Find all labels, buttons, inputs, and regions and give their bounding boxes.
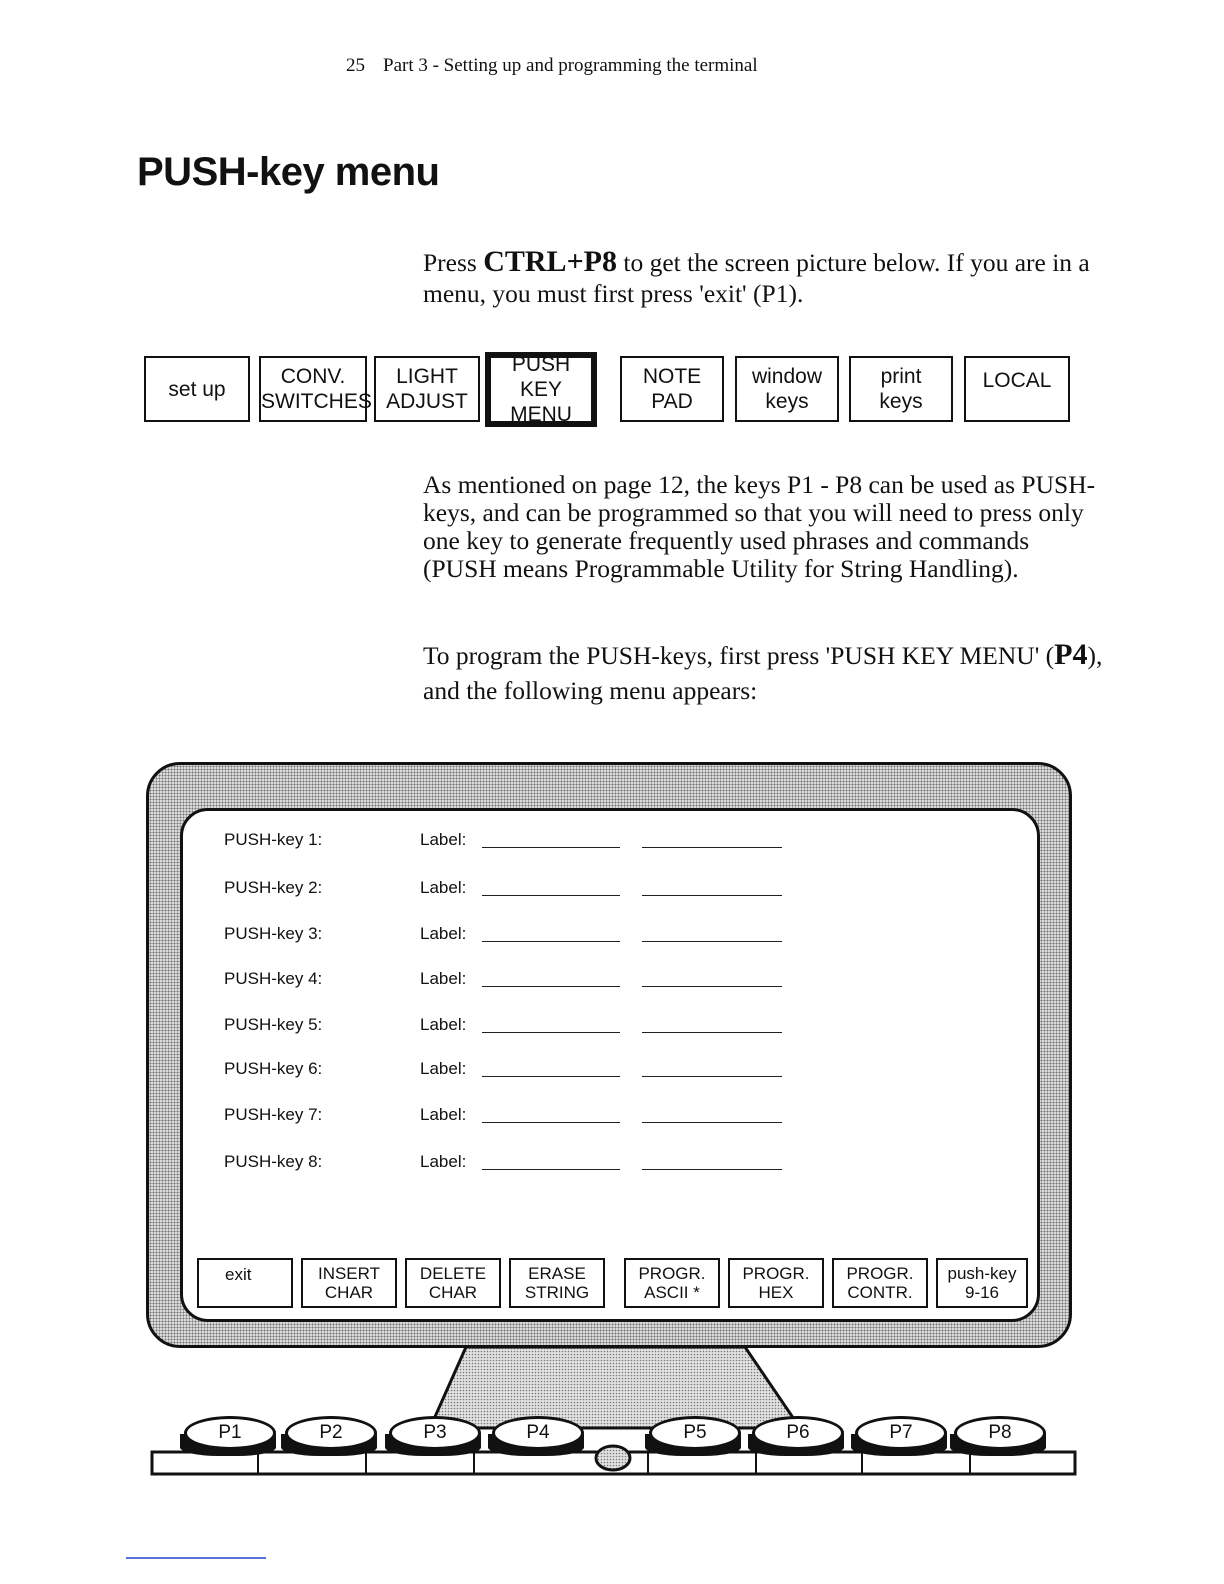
- softkey-label: CHAR: [428, 1283, 478, 1302]
- key-label: window: [751, 365, 823, 388]
- intro-press: Press: [423, 248, 484, 277]
- key-label: NOTE: [642, 365, 702, 388]
- intro-text: to get the screen picture below. If you are in a menu, you must first press 'exit' (P1).: [423, 248, 1090, 308]
- softkey-insert-char[interactable]: [301, 1258, 397, 1308]
- label-line-3a[interactable]: [482, 941, 620, 942]
- push-key-8-label: Label:: [420, 1152, 467, 1171]
- instruction-text-end: ), and the following menu appears:: [423, 641, 1103, 705]
- key-label: print: [880, 365, 922, 388]
- description-paragraph: As mentioned on page 12, the keys P1 - P8 can be used as PUSH-keys, and can be programmed so that you will need to press only one key to generate frequently used phrases and commands (PUSH means Programmable Utility for String Handling).: [423, 470, 1096, 583]
- key-label: LIGHT: [396, 365, 458, 388]
- softkey-progr-hex[interactable]: [728, 1258, 824, 1308]
- stand-neck: [430, 1347, 800, 1428]
- push-key-1-name: PUSH-key 1:: [224, 830, 323, 849]
- push-key-4-name: PUSH-key 4:: [224, 969, 323, 988]
- softkey-delete-char[interactable]: [405, 1258, 501, 1308]
- button-p8[interactable]: P8: [954, 1416, 1046, 1450]
- label-line-4a[interactable]: [482, 986, 620, 987]
- footer-rule: [126, 1557, 266, 1559]
- key-label: keys: [879, 390, 923, 413]
- button-p2[interactable]: P2: [285, 1416, 377, 1450]
- key-label: set up: [168, 377, 226, 401]
- key-label: LOCAL: [982, 369, 1052, 392]
- softkey-label: ERASE: [528, 1264, 586, 1283]
- button-p7[interactable]: P7: [855, 1416, 947, 1450]
- label-line-2b[interactable]: [642, 895, 782, 896]
- push-key-1-label: Label:: [420, 830, 467, 849]
- push-key-5-name: PUSH-key 5:: [224, 1015, 323, 1034]
- label-line-7b[interactable]: [642, 1122, 782, 1123]
- label-line-7a[interactable]: [482, 1122, 620, 1123]
- softkey-label: PROGR.: [846, 1264, 914, 1283]
- push-key-4-label: Label:: [420, 969, 467, 988]
- label-line-6b[interactable]: [642, 1076, 782, 1077]
- button-p6[interactable]: P6: [752, 1416, 844, 1450]
- label-line-5b[interactable]: [642, 1032, 782, 1033]
- push-key-3-label: Label:: [420, 924, 467, 943]
- intro-keys: CTRL+P8: [483, 245, 617, 278]
- key-label: ADJUST: [386, 390, 468, 413]
- power-led-icon: [596, 1446, 630, 1470]
- page-title: PUSH-key menu: [137, 150, 440, 194]
- key-label: PUSH KEY: [511, 353, 571, 401]
- softkey-progr-ascii[interactable]: [624, 1258, 720, 1308]
- label-line-5a[interactable]: [482, 1032, 620, 1033]
- label-line-8a[interactable]: [482, 1169, 620, 1170]
- key-label: keys: [765, 390, 809, 413]
- label-line-4b[interactable]: [642, 986, 782, 987]
- softkey-label: INSERT: [317, 1264, 381, 1283]
- softkey-label: exit: [225, 1265, 252, 1284]
- label-line-1b[interactable]: [642, 847, 782, 848]
- push-key-8-name: PUSH-key 8:: [224, 1152, 323, 1171]
- push-key-5-label: Label:: [420, 1015, 467, 1034]
- softkey-erase-string[interactable]: [509, 1258, 605, 1308]
- label-line-3b[interactable]: [642, 941, 782, 942]
- instruction-text: To program the PUSH-keys, first press 'PUSH KEY MENU' (: [423, 641, 1055, 670]
- button-p3[interactable]: P3: [389, 1416, 481, 1450]
- softkey-label: ASCII *: [644, 1283, 700, 1302]
- softkey-label: CONTR.: [847, 1283, 913, 1302]
- page-number: 25: [346, 55, 365, 76]
- softkey-exit[interactable]: [197, 1258, 293, 1308]
- softkey-label: 9-16: [964, 1283, 1000, 1302]
- label-line-8b[interactable]: [642, 1169, 782, 1170]
- label-line-2a[interactable]: [482, 895, 620, 896]
- label-line-6a[interactable]: [482, 1076, 620, 1077]
- softkey-label: PROGR.: [638, 1264, 706, 1283]
- push-key-3-name: PUSH-key 3:: [224, 924, 323, 943]
- push-key-7-label: Label:: [420, 1105, 467, 1124]
- instruction-key: P4: [1054, 638, 1088, 671]
- push-key-6-label: Label:: [420, 1059, 467, 1078]
- button-p1[interactable]: P1: [184, 1416, 276, 1450]
- button-p4[interactable]: P4: [492, 1416, 584, 1450]
- softkey-label: push-key: [947, 1264, 1017, 1283]
- softkey-label: HEX: [758, 1283, 794, 1302]
- softkey-push-key-9-16[interactable]: [936, 1258, 1028, 1308]
- section-title: Part 3 - Setting up and programming the terminal: [383, 55, 758, 76]
- softkey-label: PROGR.: [742, 1264, 810, 1283]
- key-label: SWITCHES: [261, 390, 372, 413]
- softkey-progr-contr[interactable]: [832, 1258, 928, 1308]
- key-label: MENU: [510, 403, 572, 426]
- push-key-7-name: PUSH-key 7:: [224, 1105, 323, 1124]
- key-label: CONV.: [280, 365, 346, 388]
- button-p5[interactable]: P5: [649, 1416, 741, 1450]
- push-key-2-label: Label:: [420, 878, 467, 897]
- push-key-6-name: PUSH-key 6:: [224, 1059, 323, 1078]
- key-label: PAD: [651, 390, 693, 413]
- softkey-label: CHAR: [324, 1283, 374, 1302]
- push-key-2-name: PUSH-key 2:: [224, 878, 323, 897]
- softkey-label: STRING: [524, 1283, 590, 1302]
- softkey-label: DELETE: [419, 1264, 487, 1283]
- label-line-1a[interactable]: [482, 847, 620, 848]
